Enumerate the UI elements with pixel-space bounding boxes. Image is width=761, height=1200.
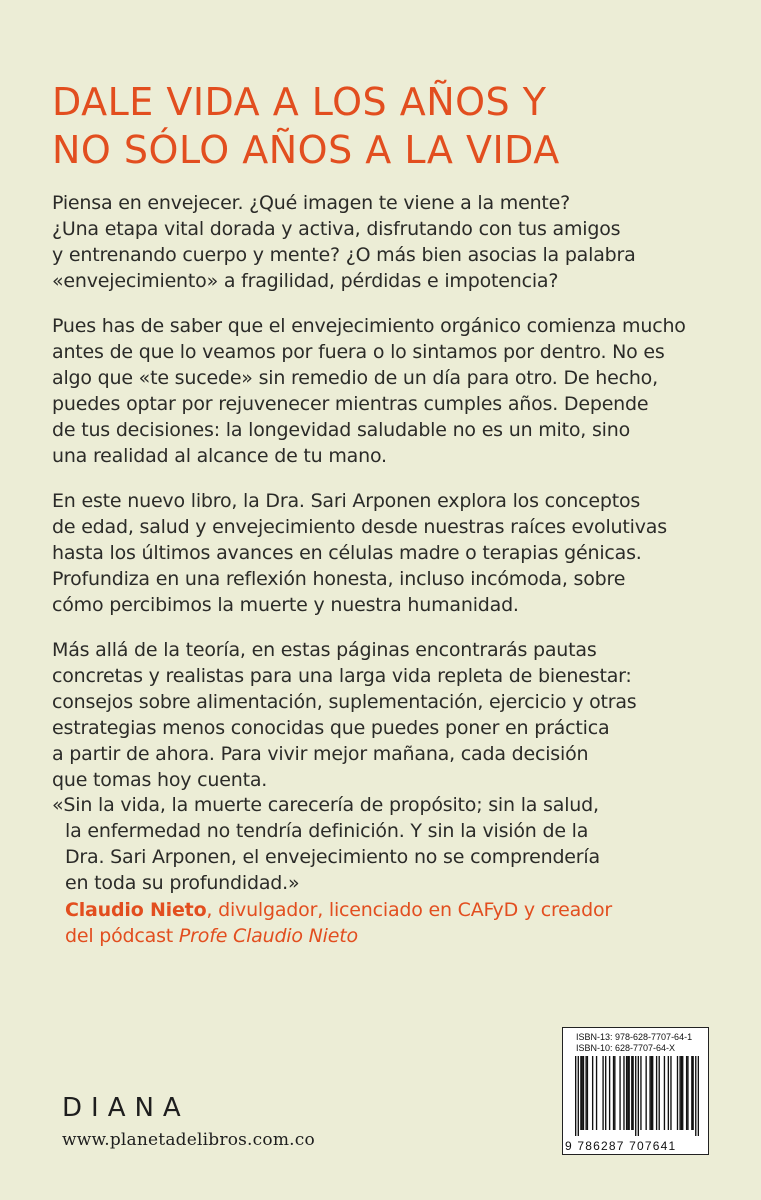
barcode-bar xyxy=(645,1056,646,1130)
text-line: estrategias menos conocidas que puedes poner en práctica xyxy=(52,717,610,739)
barcode-bar xyxy=(592,1056,593,1130)
headline-line-1: DALE VIDA A LOS AÑOS Y xyxy=(52,80,547,124)
barcode-bar xyxy=(587,1056,588,1130)
barcode-bar xyxy=(652,1056,653,1130)
text-line: hasta los últimos avances en células madre o terapias génicas. xyxy=(52,542,642,564)
barcode-bar xyxy=(609,1056,610,1130)
barcode-bar xyxy=(614,1056,615,1130)
paragraph-3 xyxy=(52,488,732,618)
headline-line-2: NO SÓLO AÑOS A LA VIDA xyxy=(52,128,560,172)
podcast-prefix: del pódcast xyxy=(65,925,179,947)
text-line: puedes optar por rejuvenecer mientras cumples años. Depende xyxy=(52,393,649,415)
barcode-bar xyxy=(668,1056,669,1130)
text-line: algo que «te sucede» sin remedio de un día para otro. De hecho, xyxy=(52,367,658,389)
barcode-bar xyxy=(583,1056,584,1130)
barcode-bar xyxy=(649,1056,650,1130)
text-line: de edad, salud y envejecimiento desde nuestras raíces evolutivas xyxy=(52,516,667,538)
barcode-bar xyxy=(629,1056,630,1130)
barcode-digits: 9 786287 707641 xyxy=(565,1139,677,1153)
barcode-bar xyxy=(626,1056,627,1130)
barcode-bar xyxy=(670,1056,671,1130)
barcode-bar xyxy=(681,1056,682,1130)
paragraph-1 xyxy=(52,190,732,294)
quote-attribution xyxy=(65,897,725,949)
synopsis xyxy=(52,190,732,812)
barcode-bar xyxy=(623,1056,624,1130)
text-line: cómo percibimos la muerte y nuestra humanidad. xyxy=(52,594,519,616)
barcode-bar xyxy=(651,1056,652,1130)
text-line: a partir de ahora. Para vivir mejor mañana, cada decisión xyxy=(52,743,589,765)
barcode-bar xyxy=(664,1056,665,1130)
quote-author: Claudio Nieto xyxy=(65,899,207,921)
text-line: Más allá de la teoría, en estas páginas encontrarás pautas xyxy=(52,639,597,661)
barcode-bar xyxy=(627,1056,628,1130)
attribution-line-1 xyxy=(65,897,725,923)
barcode-bar xyxy=(677,1056,678,1130)
text-line: una realidad al alcance de tu mano. xyxy=(52,445,387,467)
endorsement-quote xyxy=(52,792,732,896)
barcode-bar xyxy=(619,1056,620,1130)
barcode-bar xyxy=(638,1056,639,1136)
cover-headline xyxy=(52,78,732,174)
quote-author-role: , divulgador, licenciado en CAFyD y creador xyxy=(206,899,612,921)
text-line: consejos sobre alimentación, suplementación, ejercicio y otras xyxy=(52,691,637,713)
quote-line: Dra. Sari Arponen, el envejecimiento no se comprendería xyxy=(65,846,600,868)
barcode-bar xyxy=(656,1056,657,1130)
quote-line: «Sin la vida, la muerte carecería de propósito; sin la salud, xyxy=(52,794,599,816)
barcode-bar xyxy=(596,1056,597,1130)
barcode-bar xyxy=(659,1056,660,1130)
text-line: Pues has de saber que el envejecimiento orgánico comienza mucho xyxy=(52,315,686,337)
barcode-bar xyxy=(585,1056,586,1130)
barcode-bar xyxy=(687,1056,688,1130)
barcode-bar xyxy=(582,1056,583,1130)
barcode-bar xyxy=(698,1056,699,1136)
barcode-bar xyxy=(580,1056,581,1130)
barcode-bar xyxy=(613,1056,614,1130)
text-line: de tus decisiones: la longevidad saludable no es un mito, sino xyxy=(52,419,631,441)
barcode-bar xyxy=(686,1056,687,1130)
barcode-bar xyxy=(682,1056,683,1130)
isbn-barcode xyxy=(562,1027,709,1155)
publisher-website: www.planetadelibros.com.co xyxy=(62,1130,315,1150)
barcode-bar xyxy=(692,1056,693,1130)
isbn-10: ISBN-10: 628-7707-64-X xyxy=(576,1043,676,1053)
quote-line: en toda su profundidad.» xyxy=(65,872,300,894)
isbn-13: ISBN-13: 978-628-7707-64-1 xyxy=(576,1032,693,1042)
barcode-bar xyxy=(640,1056,641,1130)
text-line: ¿Una etapa vital dorada y activa, disfrutando con tus amigos xyxy=(52,218,621,240)
barcode-bar xyxy=(632,1056,633,1130)
publisher-logo: DIANA xyxy=(62,1093,190,1123)
text-line: que tomas hoy cuenta. xyxy=(52,769,268,791)
paragraph-4 xyxy=(52,637,732,793)
barcode-bar xyxy=(679,1056,680,1130)
barcode-bar xyxy=(575,1056,576,1136)
paragraph-2 xyxy=(52,313,732,469)
text-line: concretas y realistas para una larga vida repleta de bienestar: xyxy=(52,665,632,687)
barcode-bars xyxy=(575,1056,699,1136)
quote-line: la enfermedad no tendría definición. Y sin la visión de la xyxy=(65,820,589,842)
barcode-bar xyxy=(602,1056,603,1130)
text-line: «envejecimiento» a fragilidad, pérdidas e impotencia? xyxy=(52,270,559,292)
podcast-name: Profe Claudio Nieto xyxy=(178,925,358,947)
barcode-bar xyxy=(691,1056,692,1130)
barcode-bar xyxy=(695,1056,696,1136)
text-line: Profundiza en una reflexión honesta, incluso incómoda, sobre xyxy=(52,568,626,590)
text-line: antes de que lo veamos por fuera o lo sintamos por dentro. No es xyxy=(52,341,665,363)
barcode-bar xyxy=(635,1056,636,1136)
barcode-bar xyxy=(631,1056,632,1130)
text-line: Piensa en envejecer. ¿Qué imagen te viene a la mente? xyxy=(52,192,571,214)
text-line: y entrenando cuerpo y mente? ¿O más bien asocias la palabra xyxy=(52,244,636,266)
barcode-bar xyxy=(605,1056,606,1130)
text-line: En este nuevo libro, la Dra. Sari Arponen explora los conceptos xyxy=(52,490,641,512)
attribution-line-2 xyxy=(65,923,725,949)
barcode-bar xyxy=(578,1056,579,1136)
